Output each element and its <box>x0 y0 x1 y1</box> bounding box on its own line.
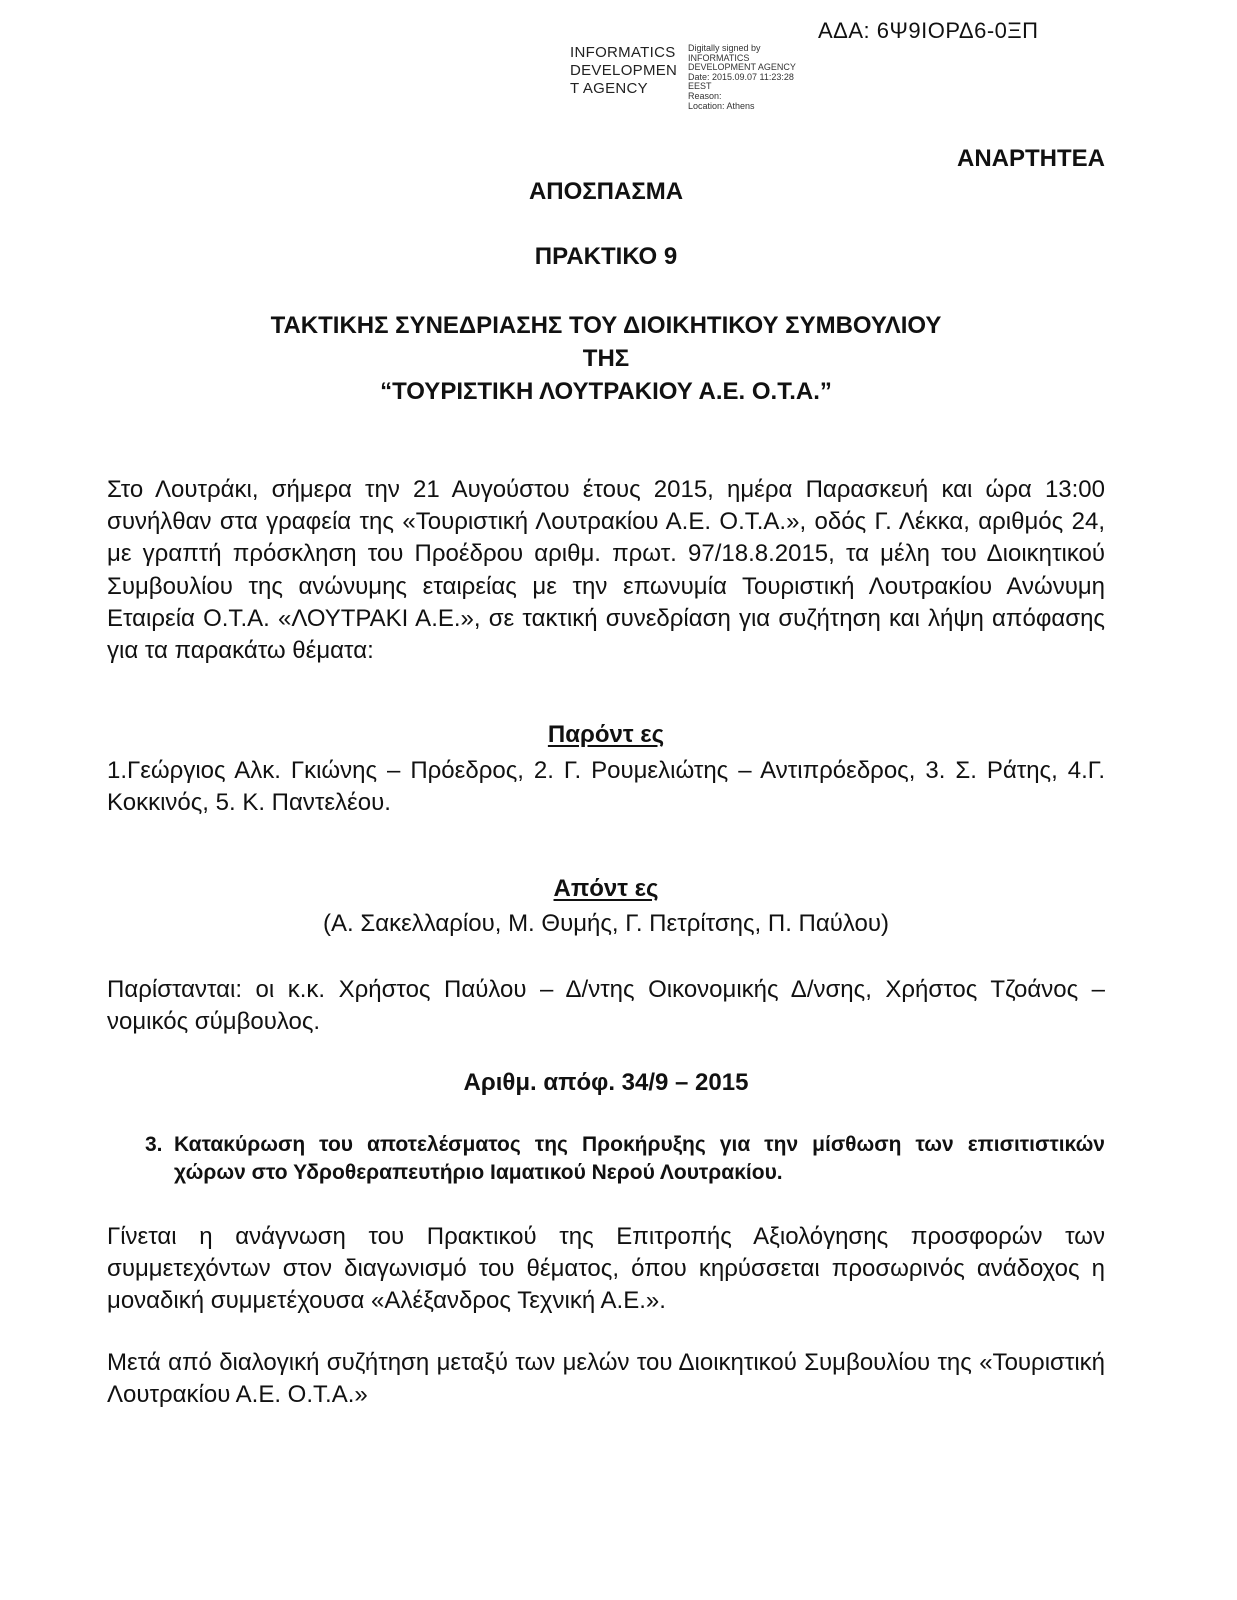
meeting-title <box>107 309 1105 408</box>
signature-name-line: INFORMATICS <box>570 44 676 61</box>
document-title-extract: ΑΠΟΣΠΑΣΜΑ <box>528 178 684 205</box>
after-discussion-paragraph: Μετά από διαλογική συζήτηση μεταξύ των μελών του Διοικητικού Συμβουλίου της «Τουριστική Λουτρακίου Α.Ε. Ο.Τ.Α.» <box>107 1349 1105 1409</box>
posting-label: ΑΝΑΡΤΗΤΕΑ <box>957 145 1105 172</box>
meeting-title-line: ΤΗΣ <box>582 345 630 372</box>
reading-paragraph: Γίνεται η ανάγνωση του Πρακτικού της Επιτροπής Αξιολόγησης προσφορών των συμμετεχόντων στον διαγωνισμό του θέματος, όπου κηρύσσεται προσωρινός ανάδοχος η μοναδική συμμετέχουσα «Αλέξανδρος Τεχνική Α.Ε.». <box>107 1223 1105 1315</box>
signature-detail-line: Reason: <box>688 90 722 101</box>
signature-detail-line: Location: Athens <box>688 100 755 111</box>
signature-detail-line: Date: 2015.09.07 11:23:28 <box>688 71 794 82</box>
agenda-item <box>145 1131 1105 1187</box>
digital-signature-details <box>688 44 796 111</box>
signature-detail-line: DEVELOPMENT AGENCY <box>688 62 796 73</box>
agenda-item-text: Κατακύρωση του αποτελέσματος της Προκήρυξης για την μίσθωση των επισιτιστικών χώρων στο Υδροθεραπευτήριο Ιαματικού Νερού Λουτρακίου. <box>174 1133 1105 1184</box>
document-title-minutes: ΠΡΑΚΤΙΚΟ 9 <box>534 243 678 270</box>
signature-detail-line: Digitally signed by <box>688 43 761 53</box>
agenda-item-number: 3. <box>145 1133 163 1156</box>
digital-signature-name <box>570 44 677 98</box>
meeting-title-line: ΤΑΚΤΙΚΗΣ ΣΥΝΕΔΡΙΑΣΗΣ ΤΟΥ ΔΙΟΙΚΗΤΙΚΟΥ ΣΥΜΒΟΥΛΙΟΥ <box>270 312 942 339</box>
present-members-list: 1.Γεώργιος Αλκ. Γκιώνης – Πρόεδρος, 2. Γ. Ρουμελιώτης – Αντιπρόεδρος, 3. Σ. Ράτης, 4.Γ. Κοκκινός, 5. Κ. Παντελέου. <box>107 757 1105 817</box>
signature-detail-line: INFORMATICS <box>688 52 750 63</box>
signature-detail-line: EEST <box>688 81 712 92</box>
ada-code: ΑΔΑ: 6Ψ9ΙΟΡΔ6-0ΞΠ <box>818 18 1039 43</box>
absent-heading-text: Απόντ ες <box>553 875 659 902</box>
signature-name-line: DEVELOPMEN <box>570 62 678 79</box>
absent-heading <box>107 875 1105 903</box>
present-heading <box>107 721 1105 749</box>
signature-name-line: T AGENCY <box>570 80 648 97</box>
intro-paragraph: Στο Λουτράκι, σήμερα την 21 Αυγούστου έτους 2015, ημέρα Παρασκευή και ώρα 13:00 συνήλθαν στα γραφεία της «Τουριστική Λουτρακίου Α.Ε. Ο.Τ.Α.», οδός Γ. Λέκκα, αριθμός 24, με γραπτή πρόσκληση του Προέδρου αριθμ. πρωτ. 97/18.8.2015, τα μέλη του Διοικητικού Συμβουλίου της ανώνυμης εταιρείας με την επωνυμία Τουριστική Λουτρακίου Ανώνυμη Εταιρεία Ο.Τ.Α. «ΛΟΥΤΡΑΚΙ Α.Ε.», σε τακτική συνεδρίαση για συζήτηση και λήψη απόφασης για τα παρακάτω θέματα: <box>107 476 1105 665</box>
attending-paragraph: Παρίστανται: οι κ.κ. Χρήστος Παύλου – Δ/ντης Οικονομικής Δ/νσης, Χρήστος Τζοάνος – νομικός σύμβουλος. <box>107 976 1105 1036</box>
absent-members-list: (Α. Σακελλαρίου, Μ. Θυμής, Γ. Πετρίτσης, Π. Παύλου) <box>323 910 889 937</box>
decision-number: Αριθμ. απόφ. 34/9 – 2015 <box>463 1069 749 1096</box>
meeting-title-line: “ΤΟΥΡΙΣΤΙΚΗ ΛΟΥΤΡΑΚΙΟΥ Α.Ε. Ο.Τ.Α.” <box>380 378 832 405</box>
present-heading-text: Παρόντ ες <box>547 721 665 748</box>
